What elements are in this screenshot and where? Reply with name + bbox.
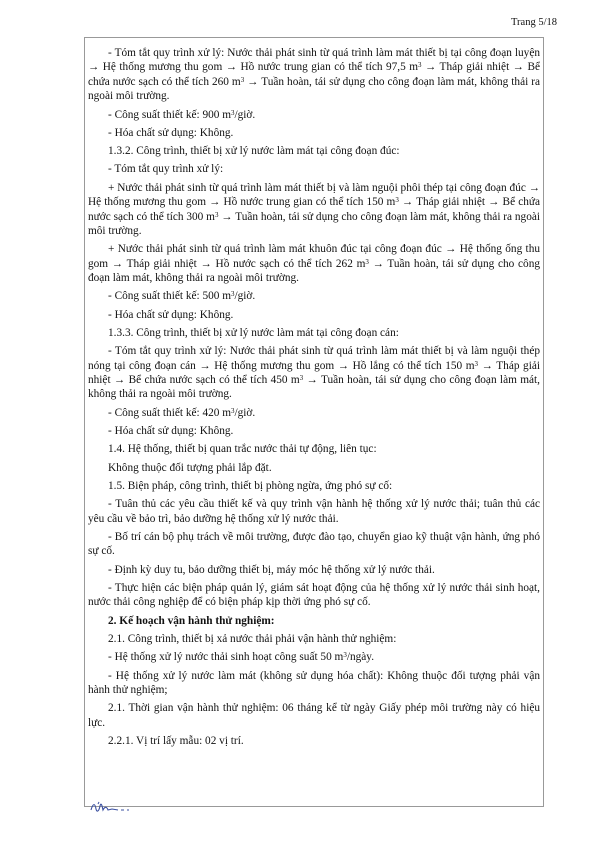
text-run: Không thuộc đối tượng phải lắp đặt. [108,461,272,474]
paragraph [88,46,540,104]
text-run: /giờ. [234,108,256,121]
section-heading [88,614,540,628]
text-run: - Hóa chất sử dụng: Không. [108,308,234,321]
paragraph [88,479,540,493]
text-run: - Công suất thiết kế: 420 m [108,406,231,419]
text-run: → Tháp giải nhiệt → Bể chứa nước sạch có thể tích 450 m [88,359,540,387]
paragraph [88,530,540,559]
paragraph [88,162,540,176]
text-run: - Tóm tắt quy trình xử lý: Nước thải phát sinh từ quá trình làm mát thiết bị và làm nguội thép nóng tại công đoạn cán → Hệ thống mương thu gom → Hồ lắng có thể tích 150 m [88,345,540,372]
text-run: + Nước thải phát sinh từ quá trình làm mát khuôn đúc tại công đoạn đúc → Hệ thống ống thu gom → Tháp giải nhiệt → Hồ nước sạch có thể tích 262 m [88,243,540,270]
text-run: - Hóa chất sử dụng: Không. [108,425,234,438]
superscript: 3 [395,196,399,205]
text-run: 1.4. Hệ thống, thiết bị quan trắc nước thải tự động, liên tục: [108,443,377,456]
text-run: 2.2.1. Vị trí lấy mẫu: 02 vị trí. [108,734,244,747]
paragraph [88,650,540,664]
paragraph [88,424,540,438]
text-run: - Tuân thủ các yêu cầu thiết kế và quy trình vận hành hệ thống xử lý nước thải; tuân thủ các yêu cầu về bảo trì, bảo dưỡng hệ thống xử lý nước thải. [88,498,540,525]
paragraph [88,734,540,748]
text-run: → Tuần hoàn, tái sử dụng cho công đoạn làm mát, không thải ra ngoài môi trường. [88,374,540,401]
paragraph [88,181,540,239]
paragraph [88,406,540,420]
paragraph [88,461,540,475]
superscript: 3 [365,257,369,266]
paragraph [88,308,540,322]
text-run: 2.1. Thời gian vận hành thử nghiệm: 06 tháng kể từ ngày Giấy phép môi trường này có hiệu lực. [88,702,540,729]
text-run: - Hóa chất sử dụng: Không. [108,126,234,139]
text-run: - Hệ thống xử lý nước làm mát (không sử dụng hóa chất): Không thuộc đối tượng phải vận hành thử nghiệm; [88,669,540,696]
text-run: /giờ. [234,406,256,419]
text-run: - Công suất thiết kế: 500 m [108,290,231,303]
paragraph [88,289,540,303]
text-run: - Thực hiện các biện pháp quản lý, giám sát hoạt động của hệ thống xử lý nước thải sinh hoạt, nước thải công nghiệp để có biện pháp kịp thời ứng phó sự cố. [88,581,540,609]
text-run: 1.3.2. Công trình, thiết bị xử lý nước làm mát tại công đoạn đúc: [108,145,400,158]
text-run: 2.1. Công trình, thiết bị xả nước thải phải vận hành thử nghiệm: [108,632,397,645]
text-run: - Định kỳ duy tu, bảo dưỡng thiết bị, máy móc hệ thống xử lý nước thải. [108,563,435,576]
paragraph [88,581,540,610]
superscript: 3 [474,359,479,368]
text-run: - Tóm tắt quy trình xử lý: [108,163,224,176]
text-run: → Tháp giải nhiệt → Bể chứa nước sạch có thể tích 300 m [88,196,540,223]
superscript: 3 [231,290,235,299]
paragraph [88,326,540,340]
text-run: → Tháp giải nhiệt → Bể chứa nước sạch có thể tích 260 m [88,61,540,88]
paragraph [88,242,540,285]
text-run: - Hệ thống xử lý nước thải sinh hoạt công suất 50 m [108,651,344,664]
text-run: /ngày. [346,651,375,664]
text-run: → Tuần hoàn, tái sử dụng cho công đoạn làm mát, không thải ra ngoài môi trường. [88,75,540,103]
paragraph [88,108,540,122]
page-number: Trang 5/18 [511,17,557,28]
text-run: → Tuần hoàn, tái sử dụng cho công đoạn làm mát, không thải ra ngoài môi trường. [88,210,540,237]
superscript: 3 [214,210,219,219]
signature-mark [88,797,136,817]
text-run: - Tóm tắt quy trình xử lý: Nước thải phát sinh từ quá trình làm mát thiết bị tại công đoạn luyện → Hệ thống mương thu gom → Hồ nước trung gian có thể tích 97,5 m [88,47,540,74]
paragraph [88,669,540,698]
paragraph [88,497,540,526]
text-run: + Nước thải phát sinh từ quá trình làm mát thiết bị và làm nguội phôi thép tại công đoạn đúc → Hệ thống mương thu gom → Hồ nước trung gian có thể tích 150 m [88,181,540,209]
paragraph [88,632,540,646]
superscript: 3 [231,108,235,117]
text-run: - Công suất thiết kế: 900 m [108,108,231,121]
text-run: 1.5. Biện pháp, công trình, thiết bị phòng ngừa, ứng phó sự cố: [108,479,393,492]
paragraph [88,701,540,730]
paragraph [88,126,540,140]
text-run: 2. Kế hoạch vận hành thử nghiệm: [108,614,275,627]
paragraph [88,144,540,158]
superscript: 3 [343,651,347,660]
paragraph [88,563,540,577]
superscript: 3 [231,406,235,415]
text-run: - Bố trí cán bộ phụ trách về môi trường, được đào tạo, chuyển giao kỹ thuật vận hành, ứng phó sự cố. [88,530,540,558]
text-run: /giờ. [234,290,256,303]
text-run: 1.3.3. Công trình, thiết bị xử lý nước làm mát tại công đoạn cán: [108,326,399,339]
paragraph [88,344,540,402]
document-body [88,46,540,752]
paragraph [88,442,540,456]
superscript: 3 [240,75,245,84]
text-run: → Tuần hoàn, tái sử dụng cho công đoạn làm mát, không thải ra ngoài môi trường. [88,257,540,285]
superscript: 3 [418,61,422,70]
superscript: 3 [299,374,304,383]
